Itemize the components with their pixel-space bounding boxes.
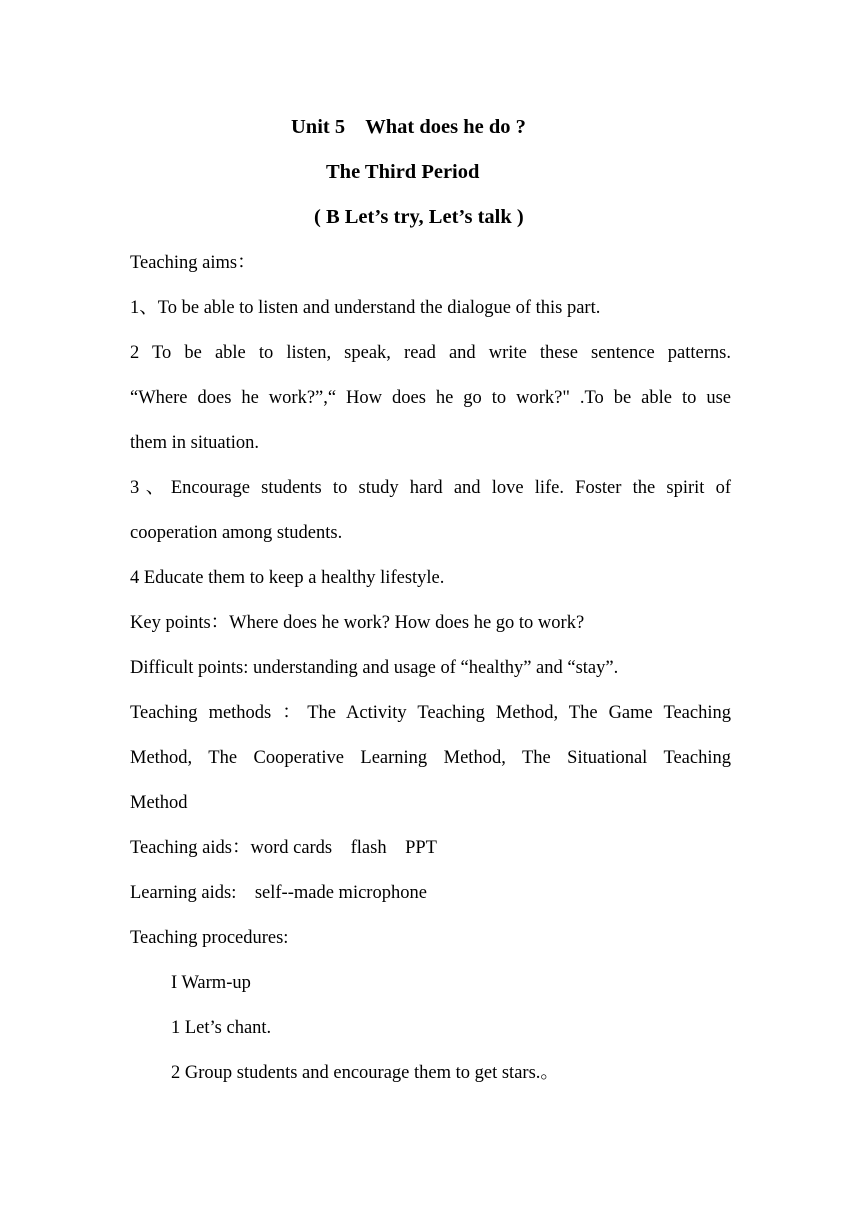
section-title: ( B Let’s try, Let’s talk ) — [314, 206, 524, 228]
learning-aids: Learning aids: self--made microphone — [130, 883, 427, 903]
teaching-methods-line-2: Method, The Cooperative Learning Method, The Situational Teaching — [130, 748, 731, 768]
aim-2-line-3: them in situation. — [130, 433, 259, 453]
key-points: Key points：Where does he work? How does he go to work? — [130, 613, 585, 633]
aim-2-line-2: “Where does he work?”,“ How does he go to work?" .To be able to use — [130, 388, 731, 408]
procedure-step-group: 2 Group students and encourage them to get stars.。 — [171, 1063, 559, 1083]
teaching-aids: Teaching aids：word cards flash PPT — [130, 838, 437, 858]
unit-title: Unit 5 What does he do ? — [291, 116, 526, 138]
teaching-procedures-heading: Teaching procedures: — [130, 928, 289, 948]
teaching-methods-line-1: Teaching methods ：The Activity Teaching Method, The Game Teaching — [130, 703, 731, 723]
aim-4: 4 Educate them to keep a healthy lifestyle. — [130, 568, 445, 588]
teaching-methods-line-3: Method — [130, 793, 188, 813]
procedure-step-chant: 1 Let’s chant. — [171, 1018, 272, 1038]
teaching-aims-heading: Teaching aims： — [130, 253, 256, 273]
aim-3-line-2: cooperation among students. — [130, 523, 343, 543]
difficult-points: Difficult points: understanding and usage of “healthy” and “stay”. — [130, 658, 619, 678]
procedure-warm-up: I Warm-up — [171, 973, 251, 993]
aim-3-line-1: 3、Encourage students to study hard and love life. Foster the spirit of — [130, 478, 731, 498]
aim-1: 1、To be able to listen and understand the dialogue of this part. — [130, 298, 601, 318]
period-title: The Third Period — [326, 161, 480, 183]
aim-2-line-1: 2 To be able to listen, speak, read and write these sentence patterns. — [130, 343, 731, 363]
